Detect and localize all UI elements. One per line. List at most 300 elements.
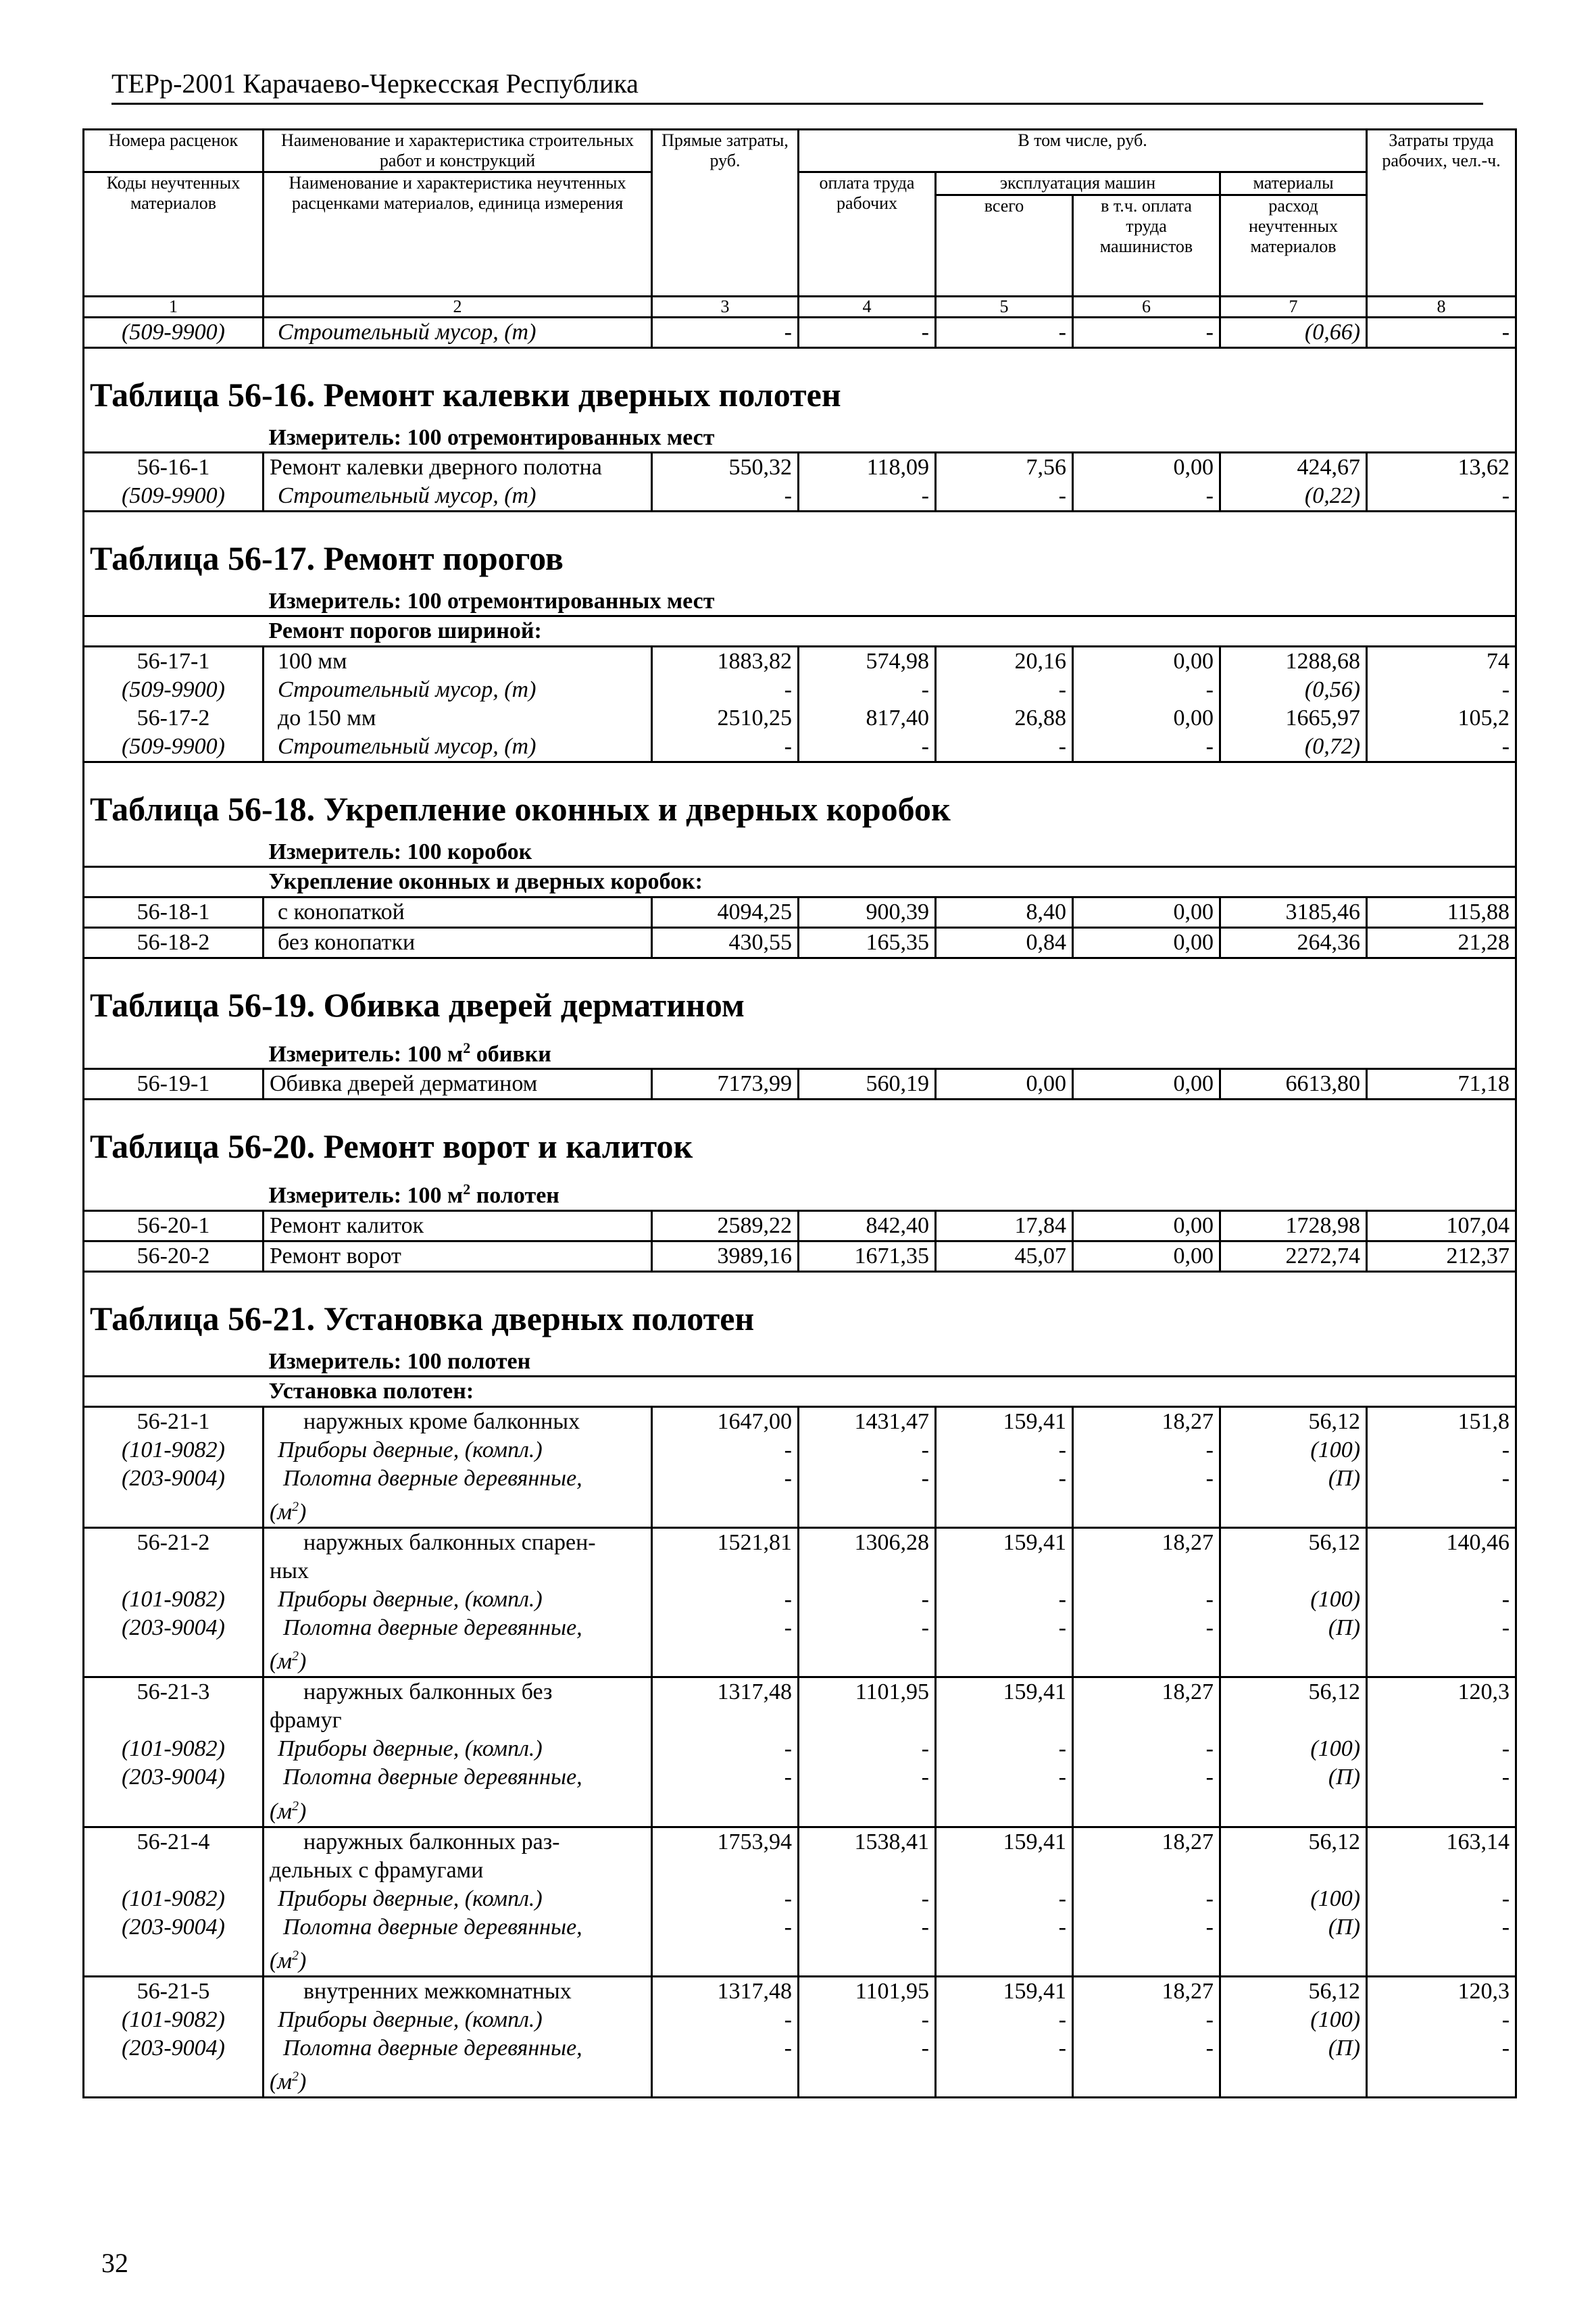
material-value-v3: - <box>652 1763 799 1827</box>
material-name <box>264 1763 652 1827</box>
row-value-v3: 4094,25 <box>652 897 799 928</box>
material-value-v6: - <box>1073 1735 1220 1763</box>
row-value-v7: 1288,68 <box>1220 647 1367 676</box>
unit-text-end: обивки <box>470 1041 551 1067</box>
material-code: (101-9082) <box>84 1735 264 1763</box>
row-code: 56-21-4 <box>84 1827 264 1885</box>
group-row <box>84 867 1516 897</box>
col-head-machines: эксплуатация машин <box>936 172 1220 195</box>
row-value-v3: 1317,48 <box>652 1677 799 1736</box>
row-name-line1: внутренних межкомнатных <box>303 1978 572 2004</box>
title-row <box>84 512 1516 589</box>
row-value-v8: 151,8 <box>1367 1406 1516 1436</box>
row-value-v6: 18,27 <box>1073 1677 1220 1736</box>
material-value-v6: - <box>1073 1436 1220 1464</box>
material-value-v6: - <box>1073 1763 1220 1827</box>
material-value-v4: - <box>799 1885 936 1913</box>
row-name-line2: фрамуг <box>270 1708 342 1733</box>
row-name-line1: наружных кроме балконных <box>303 1408 580 1434</box>
material-row <box>84 1614 1516 1677</box>
row-code: 56-17-2 <box>84 704 264 733</box>
row-value-v8: - <box>1367 318 1516 348</box>
material-name <box>264 1614 652 1677</box>
row-value-v7: 424,67 <box>1220 453 1367 483</box>
row-name: Строительный мусор, (т) <box>264 318 652 348</box>
row-value-v7: (0,56) <box>1220 676 1367 704</box>
material-row <box>84 1585 1516 1614</box>
material-value-v3: - <box>652 1464 799 1528</box>
row-value-v8: 74 <box>1367 647 1516 676</box>
material-value-v8: - <box>1367 1735 1516 1763</box>
column-number: 1 <box>84 297 264 318</box>
page-number: 32 <box>101 2248 128 2278</box>
row-value-v6: 0,00 <box>1073 647 1220 676</box>
col-head-materials-consumption: расход неучтенных материалов <box>1220 195 1367 297</box>
row-value-v4: 1101,95 <box>799 1677 936 1736</box>
material-value-v5: - <box>936 1614 1073 1677</box>
row-value-v8: 140,46 <box>1367 1527 1516 1585</box>
row-value-v3: 1317,48 <box>652 1976 799 2006</box>
table-title: Таблица 56-16. Ремонт калевки дверных полотен <box>84 348 1516 425</box>
unit-superscript: 2 <box>463 1039 471 1056</box>
row-value-v8: 105,2 <box>1367 704 1516 733</box>
row-value-v5: - <box>936 482 1073 512</box>
material-unit <box>270 1799 306 1824</box>
row-value-v8: 13,62 <box>1367 453 1516 483</box>
row-value-v4: 574,98 <box>799 647 936 676</box>
row-value-v3: - <box>652 733 799 762</box>
material-unit-close: ) <box>299 1798 307 1824</box>
material-name: Приборы дверные, (компл.) <box>264 1436 652 1464</box>
material-value-v4: - <box>799 2034 936 2098</box>
col-head-materials: материалы <box>1220 172 1367 195</box>
col-head-wages: оплата труда рабочих <box>799 172 936 297</box>
material-name-text: Полотна дверные деревянные, <box>283 1615 582 1640</box>
row-value-v8: 107,04 <box>1367 1210 1516 1241</box>
material-value-v7: (П) <box>1220 1614 1367 1677</box>
column-number: 3 <box>652 297 799 318</box>
row-value-v7: 1665,97 <box>1220 704 1367 733</box>
material-row <box>84 1735 1516 1763</box>
row-name-line1: наружных балконных спарен- <box>303 1529 596 1555</box>
material-value-v4: - <box>799 1585 936 1614</box>
material-row <box>84 2006 1516 2034</box>
table-row <box>84 733 1516 762</box>
material-value-v3: - <box>652 2034 799 2098</box>
table-title: Таблица 56-17. Ремонт порогов <box>84 512 1516 589</box>
row-value-v8: 21,28 <box>1367 928 1516 958</box>
row-value-v7: 56,12 <box>1220 1677 1367 1736</box>
row-value-v8: - <box>1367 482 1516 512</box>
table-row <box>84 1827 1516 1885</box>
material-value-v6: - <box>1073 1913 1220 1977</box>
material-code: (101-9082) <box>84 1436 264 1464</box>
row-value-v7: (0,22) <box>1220 482 1367 512</box>
material-unit-text: (м <box>270 1499 293 1525</box>
material-unit <box>270 1948 306 1973</box>
material-value-v8: - <box>1367 1763 1516 1827</box>
unit-spacer <box>84 588 264 616</box>
title-row <box>84 1271 1516 1348</box>
material-unit-text: (м <box>270 1798 293 1824</box>
row-value-v4: 900,39 <box>799 897 936 928</box>
material-value-v4: - <box>799 2006 936 2034</box>
column-number: 5 <box>936 297 1073 318</box>
price-table <box>82 128 1517 2098</box>
material-value-v7: (П) <box>1220 1763 1367 1827</box>
title-row <box>84 1100 1516 1177</box>
material-value-v5: - <box>936 1735 1073 1763</box>
row-value-v5: 0,84 <box>936 928 1073 958</box>
table-title: Таблица 56-19. Обивка дверей дерматином <box>84 958 1516 1035</box>
material-name: Приборы дверные, (компл.) <box>264 2006 652 2034</box>
unit-row <box>84 424 1516 453</box>
row-code: (509-9900) <box>84 318 264 348</box>
row-name <box>264 1527 652 1585</box>
row-value-v6: - <box>1073 318 1220 348</box>
material-unit-close: ) <box>299 1499 307 1525</box>
material-value-v7: (100) <box>1220 1585 1367 1614</box>
material-code: (203-9004) <box>84 1464 264 1528</box>
material-name <box>264 1464 652 1528</box>
group-spacer <box>84 1376 264 1406</box>
unit-row <box>84 839 1516 867</box>
unit-spacer <box>84 424 264 453</box>
col-head-name-bottom: Наименование и характеристика неучтенных расценками материалов, единица измерения <box>264 172 652 297</box>
table-row <box>84 897 1516 928</box>
unit-text: Измеритель: 100 м <box>268 1041 464 1067</box>
column-number: 2 <box>264 297 652 318</box>
material-unit-text: (м <box>270 1649 293 1675</box>
row-value-v8: 212,37 <box>1367 1241 1516 1271</box>
material-value-v7: (100) <box>1220 1436 1367 1464</box>
row-value-v6: 18,27 <box>1073 1976 1220 2006</box>
material-unit-superscript: 2 <box>292 1948 299 1963</box>
row-code: 56-19-1 <box>84 1069 264 1100</box>
row-value-v7: 1728,98 <box>1220 1210 1367 1241</box>
row-value-v7: 56,12 <box>1220 1827 1367 1885</box>
row-name: без конопатки <box>264 928 652 958</box>
row-value-v6: 0,00 <box>1073 897 1220 928</box>
group-spacer <box>84 867 264 897</box>
col-head-code-top: Номера расценок <box>84 130 264 172</box>
row-value-v5: 20,16 <box>936 647 1073 676</box>
material-value-v5: - <box>936 1436 1073 1464</box>
table-title: Таблица 56-21. Установка дверных полотен <box>84 1271 1516 1348</box>
table-row <box>84 676 1516 704</box>
table-title: Таблица 56-20. Ремонт ворот и калиток <box>84 1100 1516 1177</box>
material-value-v6: - <box>1073 2034 1220 2098</box>
material-value-v3: - <box>652 1735 799 1763</box>
material-unit-close: ) <box>299 1948 307 1973</box>
row-value-v7: (0,72) <box>1220 733 1367 762</box>
row-name: Ремонт ворот <box>264 1241 652 1271</box>
measurement-unit: Измеритель: 100 полотен <box>264 1348 1516 1377</box>
material-value-v5: - <box>936 1464 1073 1528</box>
material-value-v8: - <box>1367 1436 1516 1464</box>
unit-text: Измеритель: 100 м <box>268 1183 464 1208</box>
row-name: Строительный мусор, (т) <box>264 482 652 512</box>
table-row <box>84 482 1516 512</box>
row-value-v8: 115,88 <box>1367 897 1516 928</box>
unit-spacer <box>84 839 264 867</box>
row-code: 56-20-1 <box>84 1210 264 1241</box>
row-value-v5: 159,41 <box>936 1677 1073 1736</box>
group-spacer <box>84 616 264 647</box>
col-head-name-top: Наименование и характеристика строительных работ и конструкций <box>264 130 652 172</box>
row-value-v5: 159,41 <box>936 1827 1073 1885</box>
material-value-v8: - <box>1367 1885 1516 1913</box>
row-name: Обивка дверей дерматином <box>264 1069 652 1100</box>
row-value-v3: - <box>652 676 799 704</box>
material-value-v3: - <box>652 1885 799 1913</box>
table-row <box>84 1406 1516 1436</box>
material-value-v6: - <box>1073 1885 1220 1913</box>
material-code: (203-9004) <box>84 1614 264 1677</box>
material-value-v4: - <box>799 1763 936 1827</box>
col-head-including: В том числе, руб. <box>799 130 1367 172</box>
material-unit-superscript: 2 <box>292 2069 299 2084</box>
row-code: (509-9900) <box>84 676 264 704</box>
material-value-v8: - <box>1367 1464 1516 1528</box>
col-head-machinists-wages: в т.ч. оплата труда машинистов <box>1073 195 1220 297</box>
row-value-v4: - <box>799 318 936 348</box>
material-name <box>264 2034 652 2098</box>
row-value-v8: - <box>1367 733 1516 762</box>
material-value-v5: - <box>936 1885 1073 1913</box>
row-value-v4: 560,19 <box>799 1069 936 1100</box>
row-value-v5: 159,41 <box>936 1406 1073 1436</box>
row-value-v6: - <box>1073 676 1220 704</box>
row-value-v3: 1521,81 <box>652 1527 799 1585</box>
group-heading: Установка полотен: <box>264 1376 1516 1406</box>
row-value-v3: 1647,00 <box>652 1406 799 1436</box>
row-value-v3: 430,55 <box>652 928 799 958</box>
column-number: 4 <box>799 297 936 318</box>
row-value-v4: 842,40 <box>799 1210 936 1241</box>
material-row <box>84 1464 1516 1528</box>
column-number: 7 <box>1220 297 1367 318</box>
row-value-v8: - <box>1367 676 1516 704</box>
row-value-v7: 56,12 <box>1220 1527 1367 1585</box>
table-row <box>84 928 1516 958</box>
material-unit <box>270 1649 306 1674</box>
material-unit-close: ) <box>299 1649 307 1675</box>
column-number: 6 <box>1073 297 1220 318</box>
header-rule <box>111 103 1483 105</box>
material-value-v7: (П) <box>1220 1913 1367 1977</box>
row-value-v6: 0,00 <box>1073 1069 1220 1100</box>
row-value-v7: (0,66) <box>1220 318 1367 348</box>
row-name: с конопаткой <box>264 897 652 928</box>
material-row <box>84 1763 1516 1827</box>
group-heading: Укрепление оконных и дверных коробок: <box>264 867 1516 897</box>
material-unit <box>270 1500 306 1525</box>
col-head-machines-total: всего <box>936 195 1073 297</box>
row-code: 56-17-1 <box>84 647 264 676</box>
row-value-v5: - <box>936 676 1073 704</box>
row-value-v4: - <box>799 482 936 512</box>
group-row <box>84 1376 1516 1406</box>
row-value-v4: 165,35 <box>799 928 936 958</box>
material-value-v7: (П) <box>1220 1464 1367 1528</box>
row-value-v6: 18,27 <box>1073 1827 1220 1885</box>
material-row <box>84 1913 1516 1977</box>
row-value-v6: - <box>1073 482 1220 512</box>
material-row <box>84 1885 1516 1913</box>
material-unit-superscript: 2 <box>292 1798 299 1814</box>
row-value-v8: 163,14 <box>1367 1827 1516 1885</box>
table-row <box>84 1976 1516 2006</box>
row-code: 56-21-1 <box>84 1406 264 1436</box>
unit-spacer <box>84 1035 264 1069</box>
material-name: Приборы дверные, (компл.) <box>264 1885 652 1913</box>
unit-spacer <box>84 1176 264 1210</box>
material-value-v4: - <box>799 1913 936 1977</box>
row-value-v4: 817,40 <box>799 704 936 733</box>
material-value-v7: (100) <box>1220 2006 1367 2034</box>
page-header: ТЕРр-2001 Карачаево-Черкесская Республика <box>111 68 639 99</box>
row-name: Строительный мусор, (т) <box>264 676 652 704</box>
material-name-text: Полотна дверные деревянные, <box>283 1465 582 1491</box>
row-value-v6: 0,00 <box>1073 453 1220 483</box>
unit-superscript: 2 <box>463 1181 471 1198</box>
material-unit-close: ) <box>299 2069 307 2095</box>
material-value-v8: - <box>1367 1614 1516 1677</box>
row-value-v5: - <box>936 733 1073 762</box>
unit-row <box>84 1035 1516 1069</box>
row-name: 100 мм <box>264 647 652 676</box>
material-value-v7: (100) <box>1220 1885 1367 1913</box>
row-value-v6: 0,00 <box>1073 1210 1220 1241</box>
material-unit-superscript: 2 <box>292 1499 299 1515</box>
row-value-v7: 3185,46 <box>1220 897 1367 928</box>
material-name: Приборы дверные, (компл.) <box>264 1585 652 1614</box>
col-head-direct-costs: Прямые затраты, руб. <box>652 130 799 297</box>
material-value-v6: - <box>1073 1614 1220 1677</box>
material-code: (101-9082) <box>84 2006 264 2034</box>
material-value-v7: (100) <box>1220 1735 1367 1763</box>
row-value-v8: 120,3 <box>1367 1976 1516 2006</box>
row-value-v5: 8,40 <box>936 897 1073 928</box>
material-value-v8: - <box>1367 1585 1516 1614</box>
material-code: (101-9082) <box>84 1885 264 1913</box>
row-value-v6: 0,00 <box>1073 1241 1220 1271</box>
row-value-v5: 0,00 <box>936 1069 1073 1100</box>
material-code: (101-9082) <box>84 1585 264 1614</box>
row-name: Строительный мусор, (т) <box>264 733 652 762</box>
material-value-v3: - <box>652 1436 799 1464</box>
row-value-v3: 7173,99 <box>652 1069 799 1100</box>
table-row <box>84 1069 1516 1100</box>
row-value-v3: 1883,82 <box>652 647 799 676</box>
material-value-v6: - <box>1073 1464 1220 1528</box>
table-row <box>84 1241 1516 1271</box>
row-value-v3: 1753,94 <box>652 1827 799 1885</box>
table-row <box>84 1677 1516 1736</box>
material-value-v6: - <box>1073 1585 1220 1614</box>
row-value-v3: 2510,25 <box>652 704 799 733</box>
material-value-v4: - <box>799 1464 936 1528</box>
row-value-v8: 71,18 <box>1367 1069 1516 1100</box>
measurement-unit: Измеритель: 100 отремонтированных мест <box>264 588 1516 616</box>
row-value-v7: 264,36 <box>1220 928 1367 958</box>
column-numbers-row <box>84 297 1516 318</box>
material-unit-text: (м <box>270 1948 293 1973</box>
measurement-unit: Измеритель: 100 отремонтированных мест <box>264 424 1516 453</box>
row-code: 56-20-2 <box>84 1241 264 1271</box>
row-value-v6: 0,00 <box>1073 928 1220 958</box>
row-value-v6: 18,27 <box>1073 1527 1220 1585</box>
row-name-line1: наружных балконных раз- <box>303 1829 560 1854</box>
row-value-v6: - <box>1073 733 1220 762</box>
row-name <box>264 1976 652 2006</box>
row-name: до 150 мм <box>264 704 652 733</box>
material-unit <box>270 2069 306 2094</box>
row-value-v5: 17,84 <box>936 1210 1073 1241</box>
row-code: 56-21-5 <box>84 1976 264 2006</box>
material-value-v7: (П) <box>1220 2034 1367 2098</box>
measurement-unit <box>264 1035 1516 1069</box>
material-value-v8: - <box>1367 2034 1516 2098</box>
row-value-v6: 18,27 <box>1073 1406 1220 1436</box>
material-code: (203-9004) <box>84 1913 264 1977</box>
material-code: (203-9004) <box>84 1763 264 1827</box>
column-number: 8 <box>1367 297 1516 318</box>
unit-row <box>84 1176 1516 1210</box>
measurement-unit <box>264 1176 1516 1210</box>
material-value-v5: - <box>936 1585 1073 1614</box>
row-code: 56-21-3 <box>84 1677 264 1736</box>
material-value-v4: - <box>799 1735 936 1763</box>
table-row <box>84 1210 1516 1241</box>
row-value-v7: 2272,74 <box>1220 1241 1367 1271</box>
row-name: Ремонт калевки дверного полотна <box>264 453 652 483</box>
material-unit-superscript: 2 <box>292 1648 299 1664</box>
row-value-v3: - <box>652 482 799 512</box>
material-code: (203-9004) <box>84 2034 264 2098</box>
material-value-v8: - <box>1367 2006 1516 2034</box>
row-name: Ремонт калиток <box>264 1210 652 1241</box>
row-name <box>264 1677 652 1736</box>
row-name-line1: наружных балконных без <box>303 1679 553 1705</box>
row-name-line2: дельных с фрамугами <box>270 1857 484 1883</box>
table-row <box>84 647 1516 676</box>
material-value-v5: - <box>936 2034 1073 2098</box>
table-row <box>84 453 1516 483</box>
table-row <box>84 318 1516 348</box>
row-value-v7: 56,12 <box>1220 1976 1367 2006</box>
row-value-v5: 26,88 <box>936 704 1073 733</box>
row-code: 56-16-1 <box>84 453 264 483</box>
row-value-v4: 1101,95 <box>799 1976 936 2006</box>
material-value-v8: - <box>1367 1913 1516 1977</box>
col-head-code-bottom: Коды неучтенных материалов <box>84 172 264 297</box>
row-value-v3: 550,32 <box>652 453 799 483</box>
row-value-v6: 0,00 <box>1073 704 1220 733</box>
row-value-v5: 45,07 <box>936 1241 1073 1271</box>
row-value-v3: 3989,16 <box>652 1241 799 1271</box>
row-value-v8: 120,3 <box>1367 1677 1516 1736</box>
row-value-v5: 159,41 <box>936 1976 1073 2006</box>
material-value-v6: - <box>1073 2006 1220 2034</box>
row-value-v4: 118,09 <box>799 453 936 483</box>
row-value-v3: - <box>652 318 799 348</box>
row-code: 56-18-2 <box>84 928 264 958</box>
material-name-text: Полотна дверные деревянные, <box>283 1914 582 1940</box>
material-value-v3: - <box>652 1913 799 1977</box>
row-value-v5: - <box>936 318 1073 348</box>
